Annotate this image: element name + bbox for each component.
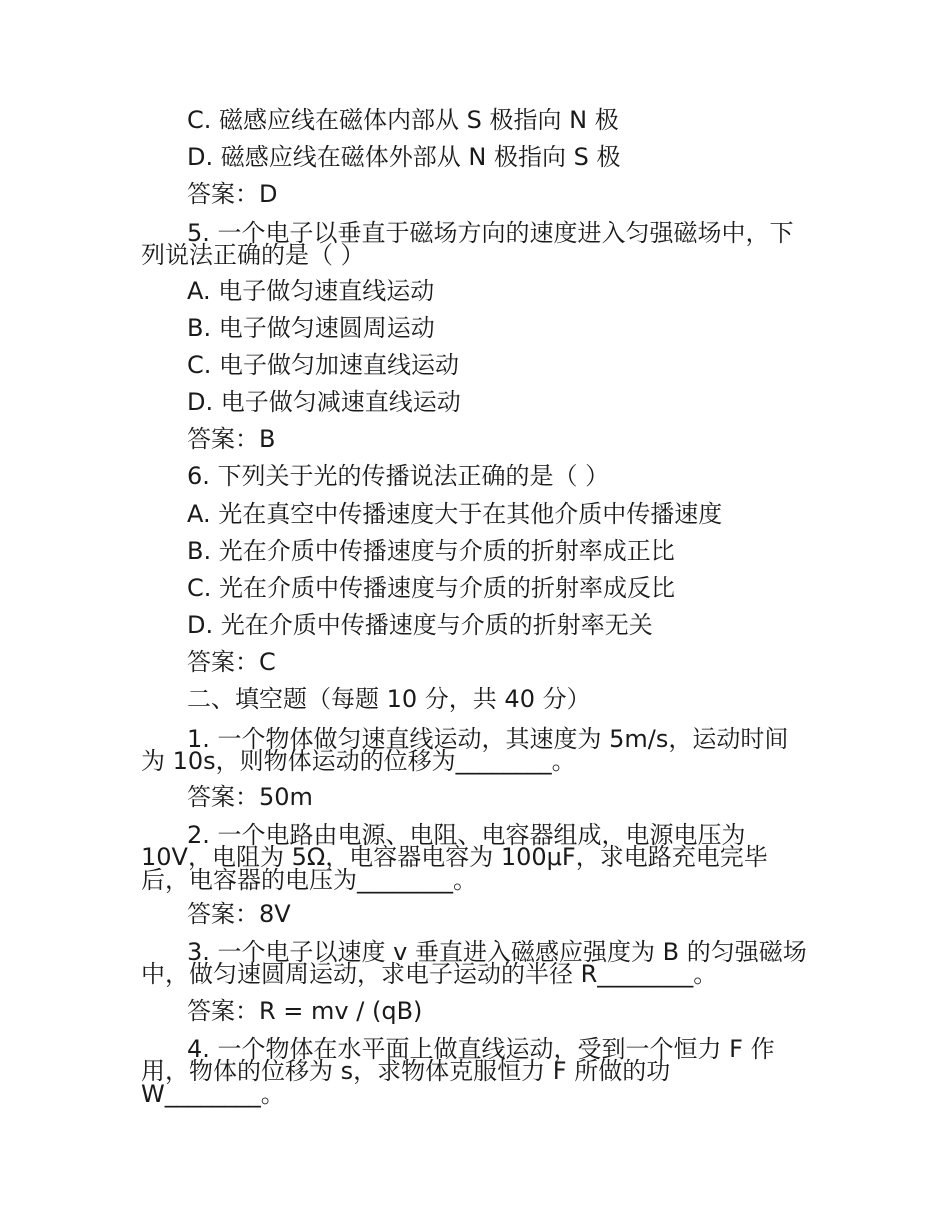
- question-6: 6. 下列关于光的传播说法正确的是（ ）: [187, 462, 610, 490]
- fill-question-2-line-3: 后，电容器的电压为________。: [141, 866, 477, 894]
- question-5-line-1: 5. 一个电子以垂直于磁场方向的速度进入匀强磁场中，下: [187, 219, 794, 247]
- question-6-option-c: C. 光在介质中传播速度与介质的折射率成反比: [187, 574, 676, 602]
- section-heading-fill-in: 二、填空题（每题 10 分，共 40 分）: [187, 685, 591, 713]
- question-6-option-b: B. 光在介质中传播速度与介质的折射率成正比: [187, 537, 675, 565]
- fill-question-2-line-2: 10V，电阻为 5Ω，电容器电容为 100μF，求电路充电完毕: [141, 843, 768, 871]
- question-5-line-2: 列说法正确的是（ ）: [141, 241, 365, 269]
- answer-4: 答案：D: [187, 180, 278, 208]
- question-5-option-a: A. 电子做匀速直线运动: [187, 277, 435, 305]
- option-d-magnet: D. 磁感应线在磁体外部从 N 极指向 S 极: [187, 143, 621, 171]
- question-6-option-d: D. 光在介质中传播速度与介质的折射率无关: [187, 611, 653, 639]
- fill-question-4-line-1: 4. 一个物体在水平面上做直线运动，受到一个恒力 F 作: [187, 1035, 775, 1063]
- fill-question-1-line-1: 1. 一个物体做匀速直线运动，其速度为 5m/s，运动时间: [187, 725, 789, 753]
- fill-answer-1: 答案：50m: [187, 783, 313, 811]
- option-c-magnet: C. 磁感应线在磁体内部从 S 极指向 N 极: [187, 106, 619, 134]
- fill-question-3-line-1: 3. 一个电子以速度 v 垂直进入磁感应强度为 B 的匀强磁场: [187, 938, 807, 966]
- fill-answer-3: 答案：R = mv / (qB): [187, 997, 423, 1025]
- question-5-option-c: C. 电子做匀加速直线运动: [187, 351, 460, 379]
- answer-6: 答案：C: [187, 648, 276, 676]
- fill-question-1-line-2: 为 10s，则物体运动的位移为________。: [141, 747, 576, 775]
- answer-5: 答案：B: [187, 425, 276, 453]
- fill-question-4-line-3: W________。: [141, 1080, 285, 1108]
- question-5-option-b: B. 电子做匀速圆周运动: [187, 314, 435, 342]
- question-6-option-a: A. 光在真空中传播速度大于在其他介质中传播速度: [187, 500, 723, 528]
- fill-answer-2: 答案：8V: [187, 900, 291, 928]
- fill-question-4-line-2: 用，物体的位移为 s，求物体克服恒力 F 所做的功: [141, 1057, 671, 1085]
- question-5-option-d: D. 电子做匀减速直线运动: [187, 388, 461, 416]
- fill-question-2-line-1: 2. 一个电路由电源、电阻、电容器组成，电源电压为: [187, 821, 746, 849]
- fill-question-3-line-2: 中，做匀速圆周运动，求电子运动的半径 R________。: [141, 960, 718, 988]
